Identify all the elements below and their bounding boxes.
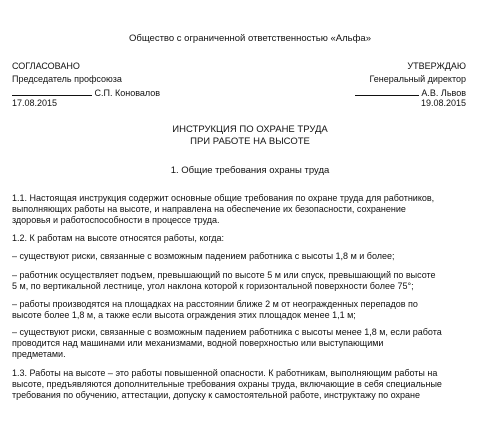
text-line: высоте более 1,8 м, а также если высота ограждения этих площадок менее 1,1 м; bbox=[12, 310, 356, 320]
text-line: – работник осуществляет подъем, превышающий по высоте 5 м или спуск, превышающий по высоте bbox=[12, 270, 436, 280]
bullet-4 bbox=[12, 327, 482, 360]
approval-left-signature: С.П. Коновалов bbox=[94, 88, 161, 98]
bullet-1: – существуют риски, связанные с возможным падением работника с высоты 1,8 м и более; bbox=[12, 251, 395, 261]
signature-underline bbox=[12, 86, 92, 96]
text-line: выполняющих работы на высоте, и направлена на обеспечение их безопасности, сохранение bbox=[12, 204, 406, 214]
section-heading: 1. Общие требования охраны труда bbox=[170, 165, 330, 176]
approval-right-signature: А.В. Львов bbox=[421, 88, 466, 98]
document-title-line2: ПРИ РАБОТЕ НА ВЫСОТЕ bbox=[190, 136, 310, 147]
approval-left-date: 17.08.2015 bbox=[12, 98, 58, 108]
approval-left-position: Председатель профсоюза bbox=[12, 74, 122, 84]
paragraph-1-3 bbox=[12, 368, 482, 401]
text-line: – существуют риски, связанные с возможным падением работника с высоты менее 1,8 м, если работа bbox=[12, 327, 442, 337]
text-line: 5 м, по вертикальной лестнице, угол наклона которой к горизонтальной поверхности более 75°; bbox=[12, 281, 414, 291]
paragraph-1-2: 1.2. К работам на высоте относятся работы, когда: bbox=[12, 233, 225, 243]
paragraph-1-1 bbox=[12, 193, 482, 226]
approval-right-date: 19.08.2015 bbox=[420, 98, 466, 108]
text-line: здоровья и работоспособности в процессе труда. bbox=[12, 215, 220, 225]
text-line: требования по обучению, аттестации, допуску к самостоятельной работе, инструктажу по охране bbox=[12, 390, 420, 400]
document-title-line1: ИНСТРУКЦИЯ ПО ОХРАНЕ ТРУДА bbox=[172, 124, 328, 135]
signature-underline bbox=[355, 86, 419, 96]
approval-left-heading: СОГЛАСОВАНО bbox=[12, 61, 80, 71]
text-line: проводится над машинами или механизмами, водной поверхностью или выступающими bbox=[12, 338, 384, 348]
organization-name: Общество с ограниченной ответственностью «Альфа» bbox=[129, 33, 371, 44]
text-line: предметами. bbox=[12, 349, 66, 359]
bullet-3 bbox=[12, 299, 482, 321]
approval-right-heading: УТВЕРЖДАЮ bbox=[407, 61, 466, 71]
text-line: 1.1. Настоящая инструкция содержит основные общие требования по охране труда для работников, bbox=[12, 193, 435, 203]
bullet-2 bbox=[12, 270, 482, 292]
text-line: 1.3. Работы на высоте – это работы повышенной опасности. К работникам, выполняющим работы на bbox=[12, 368, 438, 378]
text-line: высоте, предъявляются дополнительные требования охраны труда, включающие в себя специальные bbox=[12, 379, 442, 389]
approval-right-position: Генеральный директор bbox=[369, 74, 466, 84]
text-line: – работы производятся на площадках на расстоянии ближе 2 м от неогражденных перепадов по bbox=[12, 299, 418, 309]
